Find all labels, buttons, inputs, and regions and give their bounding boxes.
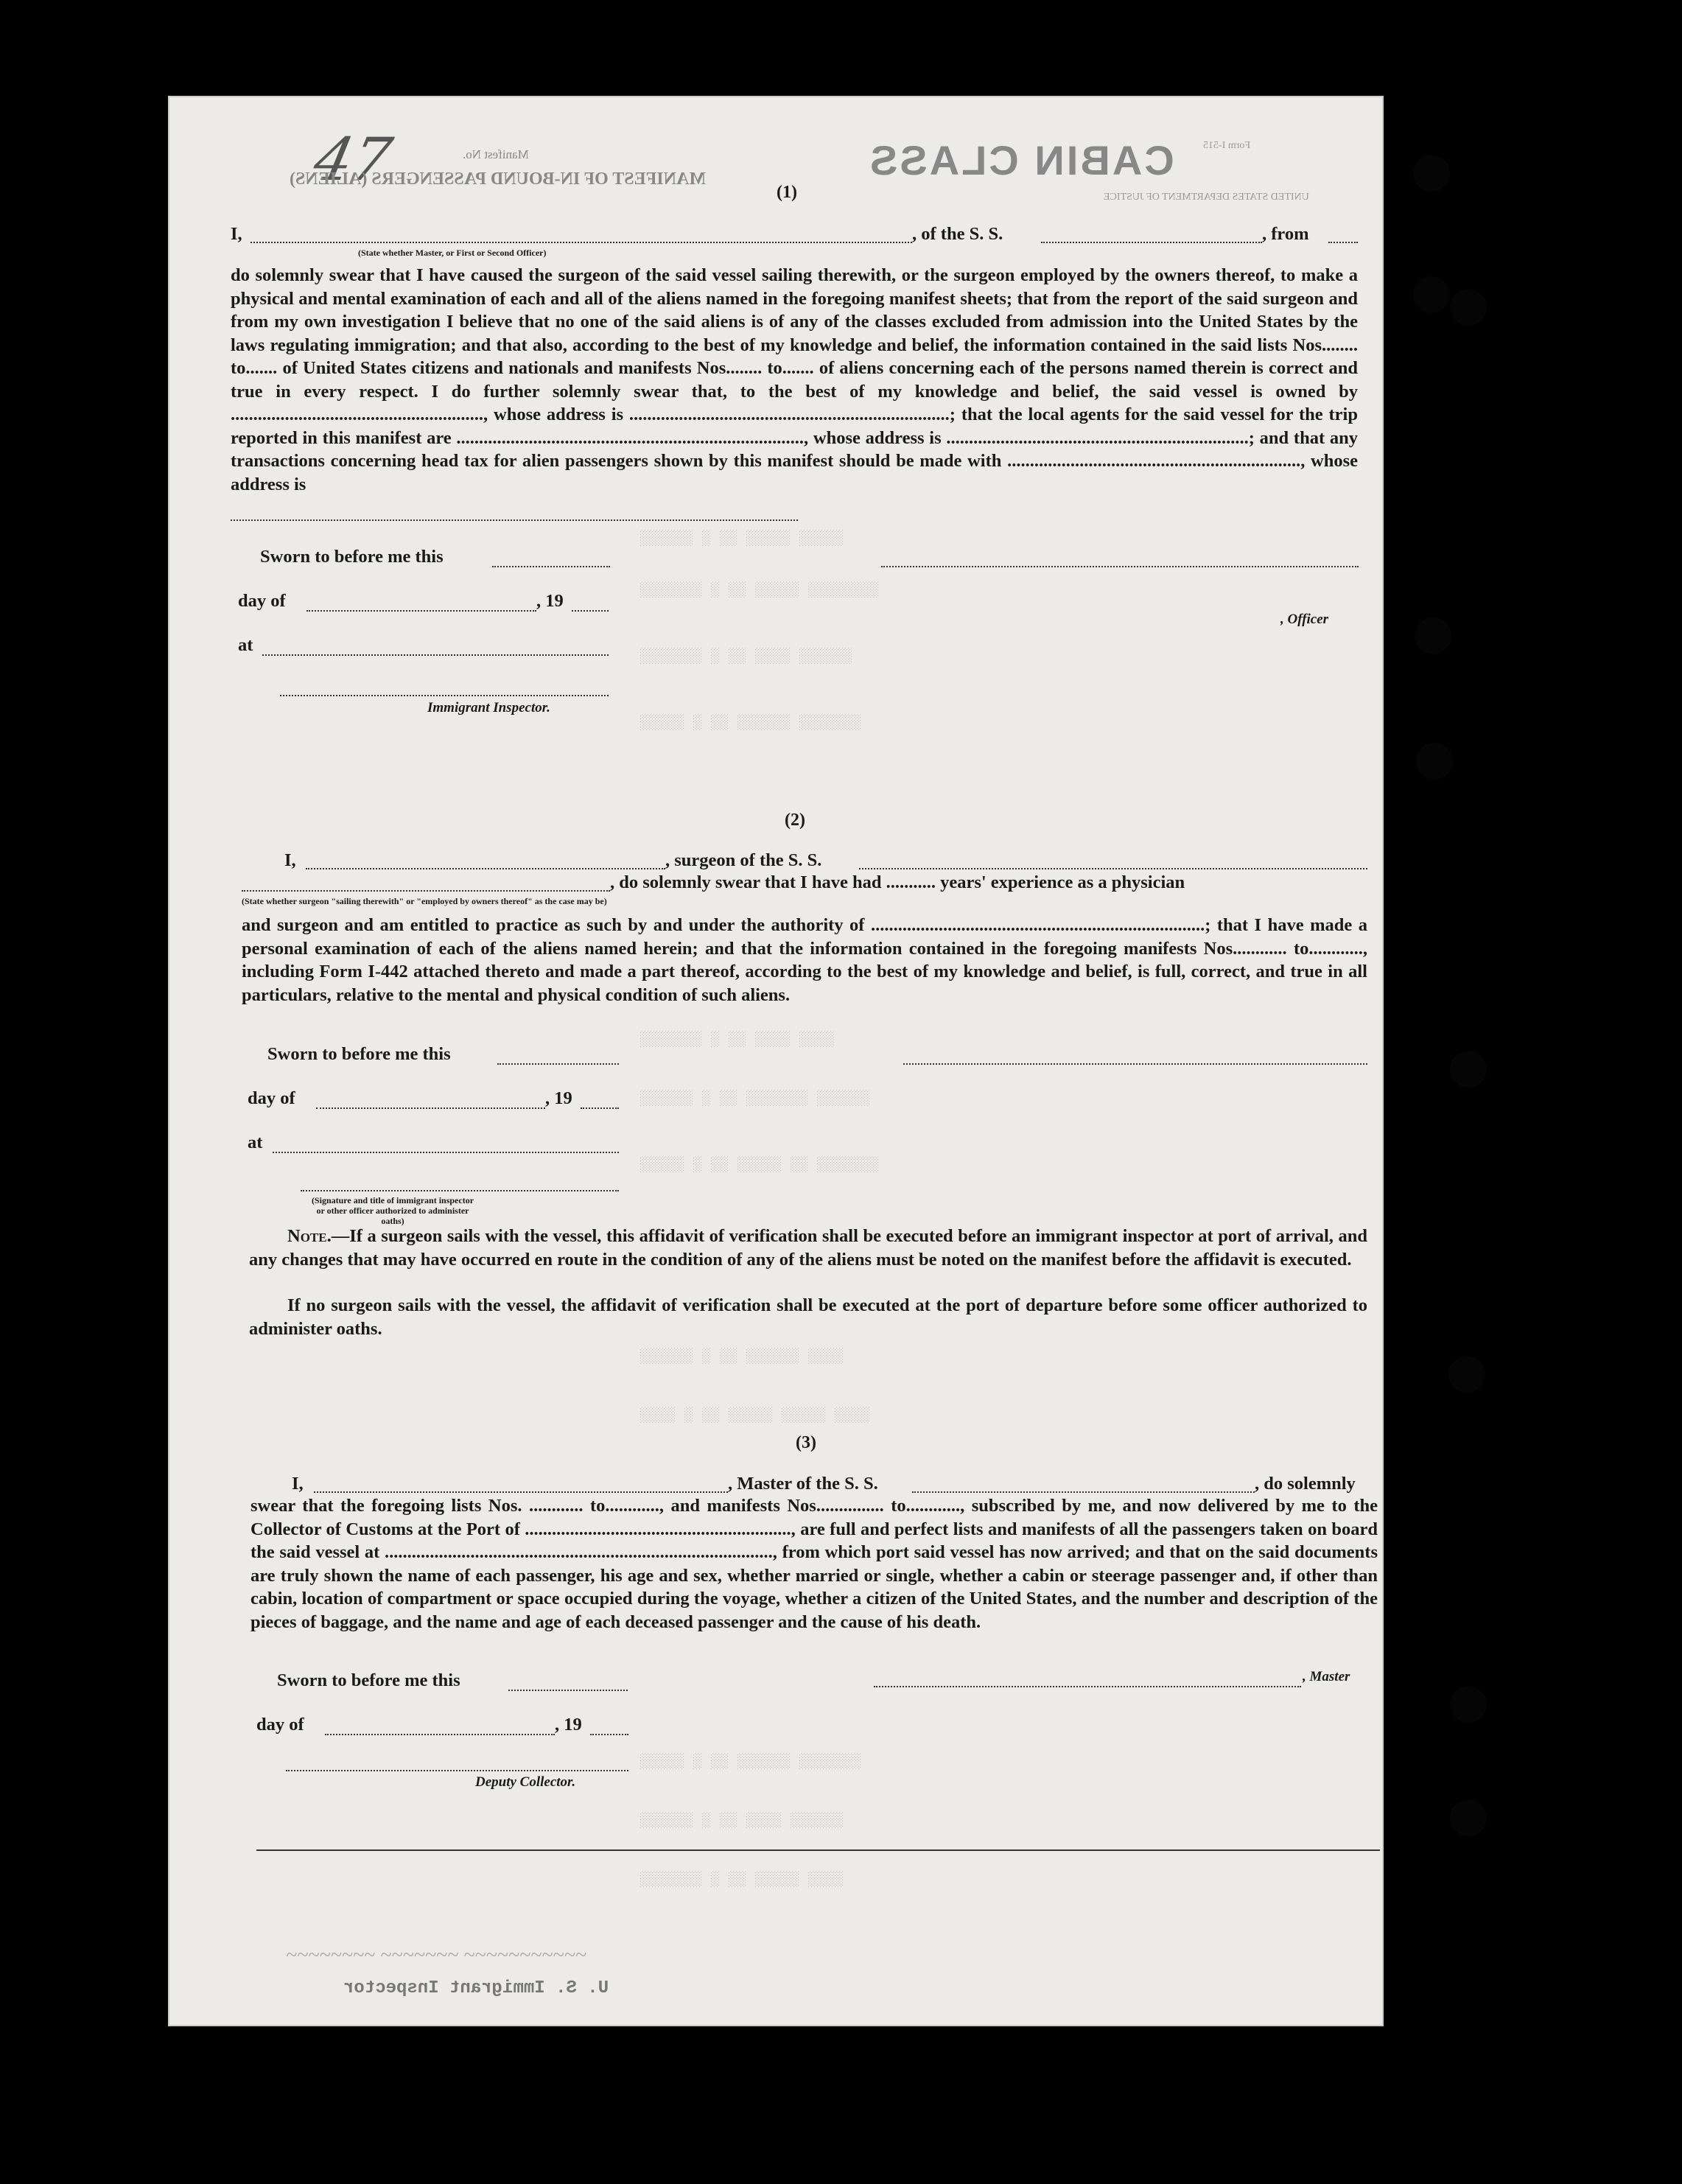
note-text-1: —If a surgeon sails with the vessel, this affidavit of verification shall be executed before an immigrant inspector at port of arrival, and any changes that may have occurred en route in the condition of any of the aliens must be noted on the manifest before the affidavit is executed. xyxy=(249,1226,1367,1270)
section-3-master-signature-field[interactable] xyxy=(874,1686,1301,1687)
section-2-swear-line: , do solemnly swear that I have had ........... years' experience as a physician xyxy=(610,872,1185,892)
section-2-surgeon-name-field[interactable] xyxy=(306,868,665,869)
bleed-through-decoration: ░░░░░ ░░░░░ ░░ ░ ░░░░░░ xyxy=(639,531,844,547)
section-1-ship-field[interactable] xyxy=(1041,242,1262,243)
section-3-paragraph: swear that the foregoing lists Nos. ............ to............, and manifests Nos............... to............, subscribed by me, and now delivered by me to the Collector of Customs at the Port of ..........................................................., are full and perfect lists and manifests of all the passengers taken on board the said vessel at ......................................................................................, from which port said vessel has now arrived; and that on the said documents are truly shown the name of each passenger, his age and sex, whether married or single, whether a cabin or steerage passenger and, if other than cabin, location of compartment or space occupied during the voyage, whether a citizen of the United States, and the number and description of the pieces of baggage, and the name and age of each deceased passenger and the cause of his death. xyxy=(250,1496,1378,1632)
manifest-page xyxy=(168,96,1384,2026)
section-2-signature-note: (Signature and title of immigrant inspector or other officer authorized to administer oaths) xyxy=(311,1195,474,1226)
section-2-sworn-label: Sworn to before me this xyxy=(267,1044,451,1064)
section-2-year-field[interactable] xyxy=(581,1107,619,1109)
bleed-through-decoration: ░░░░░░░ ░░ ░░░░░ ░░ ░ ░░░░░ xyxy=(639,1157,879,1174)
section-1-i-label: I, xyxy=(231,224,242,244)
punch-hole-5 xyxy=(1416,743,1453,780)
section-1-officer-field[interactable] xyxy=(250,242,912,243)
section-3-i-label: I, xyxy=(292,1474,304,1494)
manifest-no-label: Manifest No. xyxy=(463,147,529,161)
bleed-through-decoration: ░░░░ ░░░░░ ░░ ░ ░░░░░░░ xyxy=(639,1872,844,1889)
section-2-at-label: at xyxy=(248,1133,263,1152)
section-3-solemnly-label: , do solemnly xyxy=(1255,1474,1356,1494)
punch-hole-4 xyxy=(1415,617,1451,654)
section-3-number: (3) xyxy=(796,1433,816,1452)
bleed-through-decoration: ░░░░░░░ ░░░░░░ ░░ ░ ░░░░░ xyxy=(639,1754,861,1771)
section-2-i-label: I, xyxy=(284,850,296,870)
section-1-continuation-field[interactable] xyxy=(231,519,798,521)
section-3-year-field[interactable] xyxy=(590,1734,628,1735)
note-label: Note. xyxy=(287,1226,332,1246)
reversed-title: MANIFEST OF IN-BOUND PASSENGERS (ALIENS) xyxy=(290,169,706,189)
section-1-number: (1) xyxy=(777,183,797,202)
section-2-year-label: , 19 xyxy=(545,1088,572,1108)
note-paragraph-2: If no surgeon sails with the vessel, the affidavit of verification shall be executed at the port of departure before some officer authorized to administer oaths. xyxy=(249,1295,1367,1339)
bleed-through-decoration: ░░░░░░░░ ░░░░░ ░░ ░ ░░░░░░░ xyxy=(639,582,879,599)
section-1-day-label: day of xyxy=(238,591,286,611)
section-1-officer-signature-field[interactable] xyxy=(881,566,1359,567)
faint-signature: ~~~~~~~~ ~~~~~~~ ~~~~~~~~~~~ xyxy=(286,1944,586,1967)
handwritten-stamp: 47 xyxy=(308,125,398,194)
section-1-from-field[interactable] xyxy=(1328,242,1358,243)
section-2-capacity-note: (State whether surgeon "sailing therewith" or "employed by owners thereof" as the case may be) xyxy=(242,896,607,906)
section-1-officer-label: , Officer xyxy=(1280,612,1329,627)
section-1-ship-label: , of the S. S. xyxy=(912,224,1003,244)
section-2-day-label: day of xyxy=(248,1088,295,1108)
section-2-ship-field[interactable] xyxy=(859,868,1367,869)
reversed-dept: UNITED STATES DEPARTMENT OF JUSTICE xyxy=(1104,192,1309,203)
section-1-at-field[interactable] xyxy=(262,654,609,656)
section-2-at-field[interactable] xyxy=(273,1152,619,1153)
section-3-master-label-sig: , Master xyxy=(1303,1669,1350,1684)
section-3-sworn-field[interactable] xyxy=(508,1690,628,1691)
section-2-sworn-field[interactable] xyxy=(497,1063,619,1065)
bleed-through-decoration: ░░░░ ░░░░░ ░░░░░ ░░ ░ ░░░░ xyxy=(639,1407,870,1424)
bleed-through-decoration: ░░░░ ░░░░░░ ░░ ░ ░░░░░░ xyxy=(639,1348,844,1365)
section-1-year-label: , 19 xyxy=(536,591,564,611)
section-3-day-field[interactable] xyxy=(325,1734,555,1735)
section-1-officer-note: (State whether Master, or First or Second Officer) xyxy=(358,248,547,258)
bleed-through-decoration: ░░░░░░ ░░░░ ░░ ░ ░░░░░░░ xyxy=(639,648,852,665)
section-2-paragraph: and surgeon and am entitled to practice as such by and under the authority of ..........................................................................; that I have made a personal examination of each of the aliens named herein; and that the information contained in the foregoing manifests Nos............ to............, including Form I-442 attached thereto and made a part thereof, according to the best of my knowledge and belief, is full, correct, and true in all particulars, relative to the mental and physical condition of such aliens. xyxy=(242,915,1367,1005)
bottom-rule xyxy=(256,1849,1380,1851)
section-3-sworn-label: Sworn to before me this xyxy=(277,1670,460,1690)
section-3-collector-signature-field[interactable] xyxy=(286,1770,628,1771)
punch-hole-7 xyxy=(1448,1356,1485,1393)
section-2-signature-field[interactable] xyxy=(903,1063,1367,1065)
section-1-inspector-label: Immigrant Inspector. xyxy=(427,700,550,715)
reversed-form: Form I-515 xyxy=(1203,140,1251,151)
section-3-ship-field[interactable] xyxy=(912,1491,1255,1493)
punch-hole-2 xyxy=(1413,276,1450,313)
section-3-day-label: day of xyxy=(256,1715,304,1735)
section-1-paragraph: do solemnly swear that I have caused the surgeon of the said vessel sailing therewith, or the surgeon employed by the owners thereof, to make a physical and mental examination of each and all of the aliens named in the foregoing manifest sheets; that from the report of the said surgeon and from my own investigation I believe that no one of the said aliens is of any of the classes excluded from admission into the United States by the laws regulating immigration; and that also, according to the best of my knowledge and belief, the information contained in the said lists Nos........ to....... of United States citizens and nationals and manifests Nos........ to....... of aliens concerning each of the persons named therein is correct and true in every respect. I do further solemnly swear that, to the best of my knowledge and belief, the said vessel is owned by ........................................................, whose address is .......................................................................; that the local agents for the said vessel for the trip reported in this manifest are ............................................................................., whose address is ...................................................................; and that any transactions concerning head tax for alien passengers shown by this manifest should be made with ................................................................., whose address is xyxy=(231,265,1358,494)
section-2-inspector-signature-field[interactable] xyxy=(301,1190,619,1191)
section-2-day-field[interactable] xyxy=(316,1107,545,1109)
bleed-through-decoration: ░░░░ ░░░░ ░░ ░ ░░░░░░░ xyxy=(639,1032,835,1049)
reversed-inspector-stamp: U. S. Immigrant Inspector xyxy=(343,1978,609,1998)
note-paragraph-1 xyxy=(249,1225,1367,1271)
section-2-number: (2) xyxy=(785,811,805,830)
section-1-day-field[interactable] xyxy=(306,610,536,612)
section-3-master-name-field[interactable] xyxy=(314,1491,728,1493)
reversed-class: CABIN CLASS xyxy=(868,137,1174,183)
punch-hole-6 xyxy=(1450,1051,1487,1088)
section-3-year-label: , 19 xyxy=(555,1715,582,1735)
bleed-through-decoration: ░░░░░░░ ░░░░░░ ░░ ░ ░░░░░ xyxy=(639,715,861,732)
punch-hole-1 xyxy=(1413,155,1450,192)
section-1-inspector-signature-field[interactable] xyxy=(280,695,609,696)
punch-hole-9 xyxy=(1450,1799,1487,1836)
section-3-collector-label: Deputy Collector. xyxy=(475,1774,576,1790)
bleed-through-decoration: ░░░░░░ ░░░░ ░░ ░ ░░░░░░ xyxy=(639,1813,844,1830)
section-2-capacity-field[interactable] xyxy=(242,890,610,892)
section-1-at-label: at xyxy=(238,635,253,655)
punch-hole-8 xyxy=(1450,1686,1487,1723)
section-2-surgeon-label: , surgeon of the S. S. xyxy=(665,850,822,870)
section-1-sworn-label: Sworn to before me this xyxy=(260,547,444,567)
section-3-master-label: , Master of the S. S. xyxy=(728,1474,878,1494)
section-1-year-field[interactable] xyxy=(572,610,609,612)
section-1-from-label: , from xyxy=(1262,224,1309,244)
punch-hole-3 xyxy=(1450,289,1487,326)
section-1-sworn-field[interactable] xyxy=(492,566,610,567)
bleed-through-decoration: ░░░░░░ ░░░░░░░ ░░ ░ ░░░░░░ xyxy=(639,1091,870,1107)
